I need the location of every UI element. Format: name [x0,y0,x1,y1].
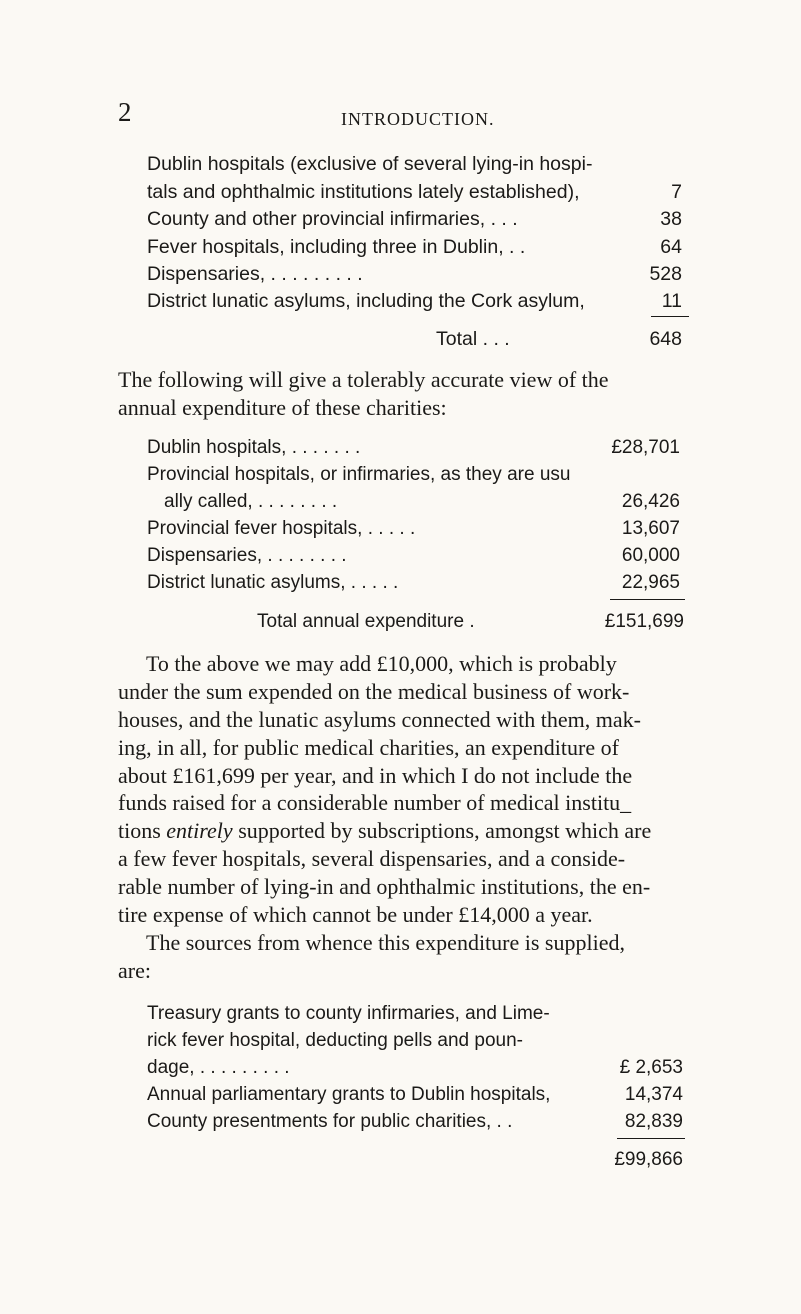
paragraph-line: The following will give a tolerably accurate view of the [118,367,609,392]
table-row-value: 14,374 [624,1084,683,1105]
paragraph-line: To the above we may add £10,000, which is probably [146,651,617,676]
table-row-value: 13,607 [621,518,680,539]
line-text: tions [118,818,167,843]
table-row-value: £28,701 [611,437,680,458]
table-row-label: Dispensaries, . . . . . . . . [147,545,347,566]
table-row-label: Annual parliamentary grants to Dublin hospitals, [147,1084,551,1105]
table-row-label: County and other provincial infirmaries, . . . [147,208,518,230]
table-row-value: 38 [660,208,682,230]
paragraph-line: are: [118,958,151,983]
table-row-label: Provincial fever hospitals, . . . . . [147,518,416,539]
table-row-label: Treasury grants to county infirmaries, and Lime- [147,1003,550,1024]
table-row-value: 82,839 [624,1111,683,1132]
table-row-value: 528 [649,263,682,285]
total-value: 648 [649,328,682,350]
table-row-value: £ 2,653 [619,1057,683,1078]
table-row-value: 26,426 [621,491,680,512]
emphasis-text: entirely [166,818,233,843]
table-row-label: Dispensaries, . . . . . . . . . [147,263,363,285]
total-value: £151,699 [604,611,684,632]
table-row-label: Dublin hospitals, . . . . . . . [147,437,361,458]
table-row-value: 60,000 [621,545,680,566]
total-value: £99,866 [614,1149,683,1170]
paragraph-line: The sources from whence this expenditure is supplied, [146,930,625,955]
table-row-label: County presentments for public charities, . . [147,1111,513,1132]
table-row-label: District lunatic asylums, including the Cork asylum, [147,290,585,312]
paragraph-line: annual expenditure of these charities: [118,395,447,420]
table-row-label: Fever hospitals, including three in Dublin, . . [147,236,526,258]
line-text: supported by subscriptions, amongst which are [232,818,652,843]
table-row-label: Dublin hospitals (exclusive of several lying-in hospi- [147,153,593,175]
table-row-label: ally called, . . . . . . . . [164,491,338,512]
paragraph-line: a few fever hospitals, several dispensaries, and a conside- [118,846,626,871]
table-row-label: dage, . . . . . . . . . [147,1057,290,1078]
table-row-label: District lunatic asylums, . . . . . [147,572,399,593]
table-row-label: rick fever hospital, deducting pells and poun- [147,1030,524,1051]
table-row-value: 11 [661,290,682,312]
total-rule [617,1138,685,1139]
running-head: INTRODUCTION. [341,109,495,129]
paragraph-line: funds raised for a considerable number of medical institu_ [118,790,632,815]
paragraph-line: rable number of lying-in and ophthalmic institutions, the en- [118,874,651,899]
total-label: Total annual expenditure . [257,611,475,632]
table-row-label: tals and ophthalmic institutions lately established), [147,181,580,203]
total-label: Total . . . [436,328,510,350]
paragraph-line: under the sum expended on the medical business of work- [118,679,630,704]
table-row-label: Provincial hospitals, or infirmaries, as they are usu [147,464,571,485]
table-row-value: 64 [660,236,682,258]
paragraph-line: about £161,699 per year, and in which I do not include the [118,763,633,788]
paragraph-line: ing, in all, for public medical charities, an expenditure of [118,735,619,760]
page-number: 2 [118,97,132,127]
total-rule [651,316,689,317]
paragraph-line: houses, and the lunatic asylums connected with them, mak- [118,707,641,732]
table-row-value: 7 [671,181,682,203]
table-row-value: 22,965 [621,572,680,593]
total-rule [610,599,685,600]
paragraph-line: tire expense of which cannot be under £14,000 a year. [118,902,593,927]
paragraph-line [118,817,683,845]
